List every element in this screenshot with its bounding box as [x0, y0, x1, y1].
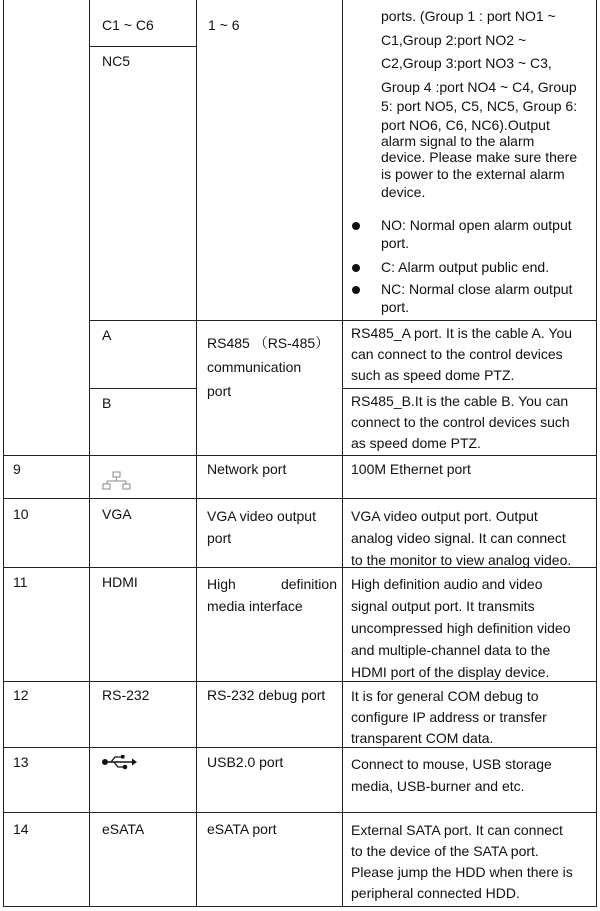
port-description: VGA video output port. Output analog video signal. It can connect to the monitor to view analog video.	[351, 508, 572, 568]
port-description: External SATA port. It can connect to the device of the SATA port. Please jump the HDD when there is peripheral connected HDD.	[351, 822, 573, 901]
port-description: 100M Ethernet port	[351, 461, 471, 477]
row-number: 12	[13, 687, 29, 703]
row-number: 10	[13, 506, 29, 522]
port-table	[3, 0, 597, 907]
table-border-bottom	[3, 906, 597, 907]
pin-range: 1 ~ 6	[208, 17, 240, 33]
row-divider	[89, 388, 196, 389]
row-number: 11	[13, 574, 28, 590]
row-divider	[89, 320, 597, 321]
network-port-icon	[102, 471, 132, 491]
port-label: HDMI	[102, 574, 138, 590]
row-number: 14	[13, 821, 29, 837]
pin-label-c1-c6: C1 ~ C6	[102, 17, 154, 33]
row-divider	[3, 812, 597, 813]
row-divider	[342, 388, 597, 389]
pin-label-b: B	[102, 395, 112, 411]
table-border-right	[596, 0, 597, 907]
bullet-text-nc: NC: Normal close alarm output port.	[381, 281, 573, 315]
usb-icon	[102, 754, 138, 770]
row-number: 9	[13, 461, 21, 477]
col-divider-2	[196, 0, 197, 907]
row-divider	[89, 46, 196, 47]
port-label: RS-232	[102, 687, 150, 703]
table-border-left	[3, 0, 4, 907]
port-name: eSATA port	[207, 821, 277, 837]
port-name: High definition media interface	[207, 576, 337, 614]
bullet	[352, 286, 360, 294]
row-number: 13	[13, 754, 29, 770]
pin-label-nc5: NC5	[102, 53, 131, 69]
port-description: High definition audio and video signal output port. It transmits uncompressed high definition video and multiple-channel data to the HDMI port of the display device.	[351, 576, 571, 680]
port-name: VGA video output port	[207, 508, 316, 546]
bullet	[352, 222, 360, 230]
port-label: VGA	[102, 506, 132, 522]
port-name: Network port	[207, 461, 287, 477]
port-description: Connect to mouse, USB storage media, USB-burner and etc.	[351, 756, 552, 794]
col-divider-3	[342, 0, 343, 907]
pin-label-a: A	[102, 327, 112, 343]
bullet	[352, 264, 360, 272]
bullet-text-c: C: Alarm output public end.	[381, 259, 550, 275]
port-name: RS-232 debug port	[207, 687, 326, 703]
rs485-a-description: RS485_A port. It is the cable A. You can connect to the control devices such as speed dome PTZ.	[351, 325, 573, 383]
row-divider	[3, 455, 597, 456]
rs485-b-description: RS485_B.It is the cable B. You can connect to the control devices such as speed dome PTZ.	[351, 393, 570, 451]
rs485-port-name: RS485 （RS-485） communication port	[207, 335, 330, 399]
port-name: USB2.0 port	[207, 754, 284, 770]
col-divider-1	[89, 0, 90, 907]
row-divider	[3, 498, 597, 499]
port-label: eSATA	[102, 821, 145, 837]
port-description: It is for general COM debug to configure IP address or transfer transparent COM data.	[351, 688, 547, 746]
alarm-description: ports. (Group 1 : port NO1 ~ C1,Group 2:port NO2 ~ C2,Group 3:port NO3 ~ C3, Group 4 :port NO4 ~ C4, Group 5: port NO5, C5, NC5, Group 6: port NO6, C6, NC6).Output alarm signal to the alarm device. Please make sure there is power to the external alarm device.	[381, 8, 578, 200]
bullet-text-no: NO: Normal open alarm output port.	[381, 217, 572, 251]
